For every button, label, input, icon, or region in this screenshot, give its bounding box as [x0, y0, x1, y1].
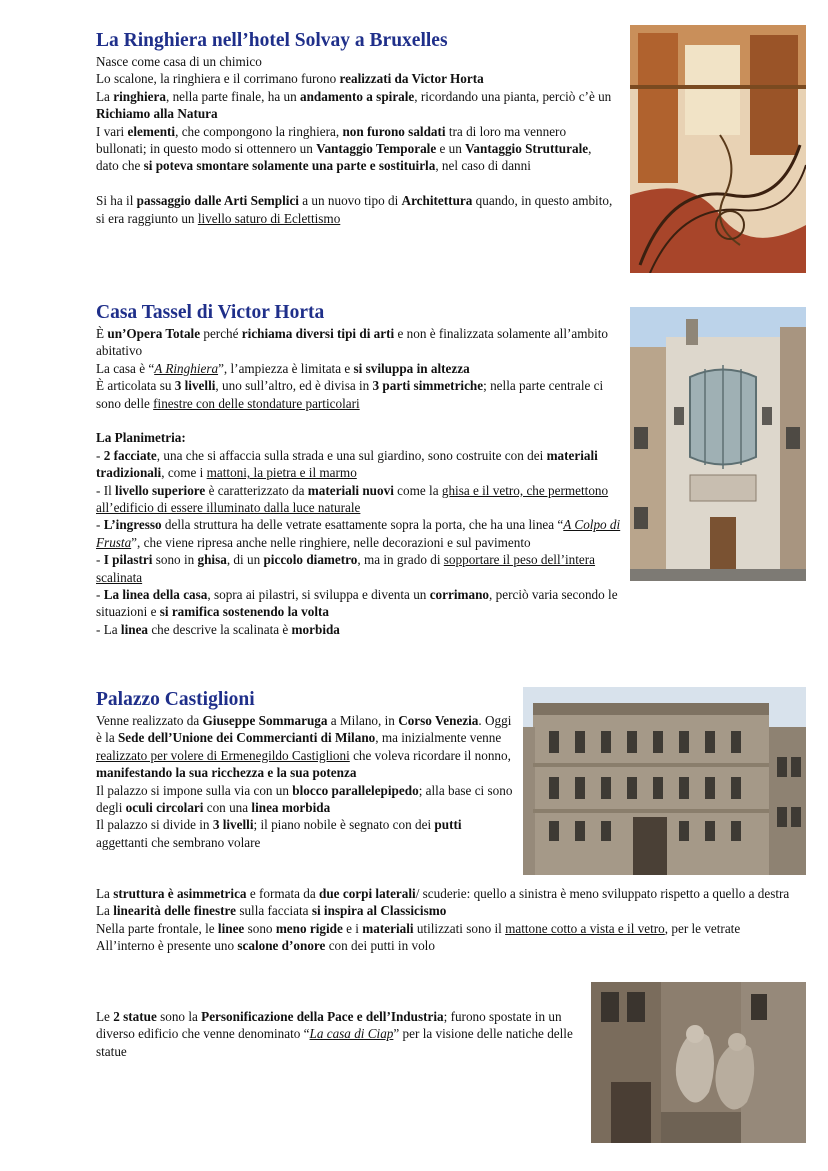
text-run: -	[96, 517, 104, 533]
bold-text: si poteva smontare solamente una parte e sostituirla	[143, 158, 436, 174]
paragraph	[96, 816, 514, 851]
text-run: e un	[436, 141, 466, 157]
bold-text: due corpi laterali	[319, 886, 416, 901]
text-run: , perciò varia secondo le situazioni e	[96, 587, 618, 620]
section-text-statues	[96, 1008, 581, 1060]
bold-text: materiali	[362, 920, 414, 936]
paragraph	[96, 885, 806, 902]
bold-text: elementi	[127, 123, 176, 139]
text-run: a un nuovo tipo di	[298, 193, 402, 209]
bold-text: Richiamo alla Natura	[96, 106, 218, 122]
text-run: , per le vetrate	[664, 920, 741, 936]
bold-text: Sede dell’Unione dei Commercianti di Milano	[117, 730, 376, 746]
paragraph	[96, 88, 616, 123]
section-title-casa-tassel: Casa Tassel di Victor Horta	[96, 302, 325, 323]
underlined-text: livello saturo di Eclettismo	[197, 210, 341, 226]
bold-text: ghisa	[197, 552, 227, 568]
paragraph	[96, 621, 621, 638]
text-run: , ma in grado di	[357, 552, 444, 568]
text-run: sono in	[152, 552, 198, 568]
text-run: , come i	[161, 465, 207, 481]
text-run: La	[96, 88, 114, 104]
bold-text: livello superiore	[115, 482, 206, 498]
text-run: , ma inizialmente venne	[375, 730, 502, 746]
section-title-hotel-solvay: La Ringhiera nell’hotel Solvay a Bruxelles	[96, 30, 448, 51]
bold-text: 2 statue	[113, 1009, 157, 1024]
text-run: -	[96, 447, 104, 463]
text-run: Lo scalone, la ringhiera e il corrimano furono	[96, 71, 340, 87]
text-run: utilizzati sono il	[413, 920, 506, 936]
text-run: Venne realizzato da	[96, 713, 203, 728]
facade-photo	[630, 307, 806, 581]
bold-text: andamento a spirale	[299, 88, 415, 104]
bold-text: manifestando la sua ricchezza e la sua potenza	[96, 765, 357, 781]
underlined-text: A Colpo di Frusta	[96, 517, 621, 550]
underlined-text: mattone cotto a vista e il vetro	[505, 920, 665, 936]
bold-text: La Planimetria:	[96, 430, 186, 446]
bold-text: passaggio dalle Arti Semplici	[136, 193, 299, 209]
underlined-text: mattoni, la pietra e il marmo	[206, 465, 357, 481]
text-run: con una	[203, 800, 252, 816]
text-run: All’interno è presente uno	[96, 938, 238, 954]
text-run: , di un	[226, 552, 264, 568]
bold-text: realizzati da Victor Horta	[339, 71, 484, 87]
paragraph	[96, 360, 621, 377]
section-text-hotel-solvay	[96, 53, 616, 227]
text-run: I vari	[96, 123, 128, 139]
text-run: Nella parte frontale, le	[96, 920, 218, 936]
bold-text: ringhiera	[113, 88, 166, 104]
underlined-text: realizzato per volere di Ermenegildo Castiglioni	[96, 747, 350, 763]
underlined-text: finestre con delle stondature particolari	[153, 395, 360, 411]
paragraph	[96, 482, 621, 517]
bold-text: non furono saldati	[342, 123, 446, 139]
text-run: a Milano, in	[327, 713, 399, 728]
bold-text: 3 parti simmetriche	[372, 378, 484, 394]
text-run: che voleva ricordare il nonno,	[349, 747, 511, 763]
text-run: Il palazzo si divide in	[96, 817, 213, 833]
paragraph-gap	[96, 175, 616, 192]
bold-text: si inspira al Classicismo	[311, 903, 447, 919]
text-run: e non è finalizzata solamente all’ambito abitativo	[96, 326, 609, 359]
text-run: Le	[96, 1009, 114, 1024]
text-run: Il palazzo si impone sulla via con un	[96, 782, 293, 798]
text-run: , ricordando una pianta, perciò c’è un	[414, 88, 612, 104]
bold-text: oculi circolari	[125, 800, 204, 816]
bold-text: richiama diversi tipi di arti	[241, 326, 395, 341]
text-run: ; alla base ci sono degli	[96, 782, 513, 816]
text-run: / scuderie: quello a sinistra è meno sviluppato rispetto a quello a destra	[415, 886, 790, 901]
text-run: , nel caso di danni	[435, 158, 531, 174]
text-run: È	[96, 326, 108, 341]
text-run: , sopra ai pilastri, si sviluppa e diventa un	[207, 587, 430, 603]
bold-text: meno rigide	[275, 920, 343, 936]
bold-text: Personificazione della Pace e dell’Industria	[201, 1009, 444, 1024]
text-run: - La	[96, 621, 121, 637]
text-run: , nella parte finale, ha un	[165, 88, 300, 104]
text-run: è caratterizzato da	[205, 482, 308, 498]
text-run: -	[96, 587, 104, 603]
text-run: ”, l’ampiezza è limitata e	[218, 360, 354, 376]
text-run: , che compongono la ringhiera,	[175, 123, 343, 139]
bold-text: Vantaggio Strutturale	[465, 141, 589, 157]
paragraph	[96, 920, 806, 937]
bold-text: si ramifica sostenendo la volta	[159, 604, 329, 620]
text-run: quando, in questo ambito, si era raggiunto un	[96, 193, 613, 226]
text-run: perché	[200, 326, 242, 341]
staircase-photo	[630, 25, 806, 273]
text-run: ”, che viene ripresa anche nelle ringhiere, nelle decorazioni e sul pavimento	[131, 534, 531, 550]
paragraph	[96, 782, 514, 817]
text-run: sulla facciata	[236, 903, 312, 919]
text-run: , una che si affaccia sulla strada e una sul giardino, sono costruite con dei	[156, 447, 547, 463]
text-run: aggettanti che sembrano volare	[96, 834, 261, 850]
text-run: -	[96, 552, 104, 568]
text-run: ; il piano nobile è segnato con dei	[253, 817, 435, 833]
text-run: con dei putti in volo	[325, 938, 435, 954]
paragraph	[96, 1008, 581, 1060]
statues-photo	[591, 982, 806, 1143]
text-run: , dato che	[96, 141, 592, 174]
bold-text: putti	[434, 817, 462, 833]
bold-text: L’ingresso	[103, 517, 162, 533]
paragraph	[96, 586, 621, 621]
text-run: La casa è “	[96, 360, 155, 376]
palazzo-photo	[523, 687, 806, 875]
bold-text: linea morbida	[251, 800, 331, 816]
text-run: ; nella parte centrale ci sono delle	[96, 378, 604, 411]
text-run: . Oggi è la	[96, 713, 512, 746]
paragraph	[96, 447, 621, 482]
bold-text: un’Opera Totale	[107, 326, 201, 341]
text-run: sono	[244, 920, 276, 936]
bold-text: linee	[217, 920, 245, 936]
bold-text: scalone d’onore	[237, 938, 326, 954]
text-run: La	[96, 886, 114, 901]
text-run: Si ha il	[96, 193, 137, 209]
section-text-palazzo-castiglioni-intro	[96, 712, 514, 851]
text-run: È articolata su	[96, 378, 175, 394]
text-run: La	[96, 903, 114, 919]
text-run: ” per la visione delle natiche delle statue	[96, 1026, 573, 1059]
section-text-palazzo-castiglioni-details	[96, 885, 806, 955]
paragraph-gap	[96, 412, 621, 429]
bold-text: piccolo diametro	[263, 552, 358, 568]
text-run: , uno sull’altro, ed è divisa in	[215, 378, 373, 394]
paragraph	[96, 902, 806, 919]
underlined-text: sopportare il peso dell’intera scalinata	[96, 552, 596, 585]
paragraph	[96, 712, 514, 782]
text-run: Nasce come casa di un chimico	[96, 54, 262, 69]
text-run: tra di loro ma vennero bullonati; in questo modo si ottennero un	[96, 123, 567, 157]
paragraph	[96, 70, 616, 87]
text-run: - Il	[96, 482, 116, 498]
bold-text: materiali nuovi	[307, 482, 394, 498]
bold-text: linea	[120, 621, 149, 637]
underlined-text: ghisa e il vetro, che permettono all’edificio di essere illuminato dalla luce naturale	[96, 482, 609, 516]
bold-text: Vantaggio Temporale	[316, 141, 437, 157]
text-run: sono la	[156, 1009, 202, 1024]
bold-text: La linea della casa	[103, 587, 208, 603]
paragraph	[96, 123, 616, 175]
paragraph	[96, 429, 621, 446]
bold-text: Corso Venezia	[398, 713, 479, 728]
bold-text: 3 livelli	[174, 378, 216, 394]
bold-text: si sviluppa in altezza	[353, 360, 470, 376]
bold-text: 2 facciate	[103, 447, 157, 463]
bold-text: Giuseppe Sommaruga	[202, 713, 328, 728]
bold-text: Architettura	[401, 193, 473, 209]
text-run: e formata da	[246, 886, 320, 901]
underlined-text: A Ringhiera	[154, 360, 219, 376]
bold-text: corrimano	[429, 587, 490, 603]
bold-text: materiali tradizionali	[96, 447, 598, 481]
paragraph	[96, 53, 616, 70]
text-run: e i	[342, 920, 363, 936]
section-title-palazzo-castiglioni: Palazzo Castiglioni	[96, 689, 255, 710]
bold-text: morbida	[291, 621, 340, 637]
bold-text: I pilastri	[103, 552, 153, 568]
paragraph	[96, 192, 616, 227]
paragraph	[96, 937, 806, 954]
paragraph	[96, 516, 621, 551]
paragraph	[96, 377, 621, 412]
paragraph	[96, 551, 621, 586]
section-text-casa-tassel	[96, 325, 621, 638]
text-run: come la	[393, 482, 442, 498]
text-run: della struttura ha delle vetrate esattamente sopra la porta, che ha una linea “	[161, 517, 564, 533]
bold-text: 3 livelli	[212, 817, 254, 833]
underlined-text: La casa di Ciap	[309, 1026, 394, 1042]
paragraph	[96, 325, 621, 360]
bold-text: struttura è asimmetrica	[113, 886, 247, 901]
text-run: che descrive la scalinata è	[148, 621, 292, 637]
bold-text: blocco parallelepipedo	[292, 782, 419, 798]
text-run: ; furono spostate in un diverso edificio che venne denominato “	[96, 1009, 562, 1042]
bold-text: linearità delle finestre	[113, 903, 237, 919]
